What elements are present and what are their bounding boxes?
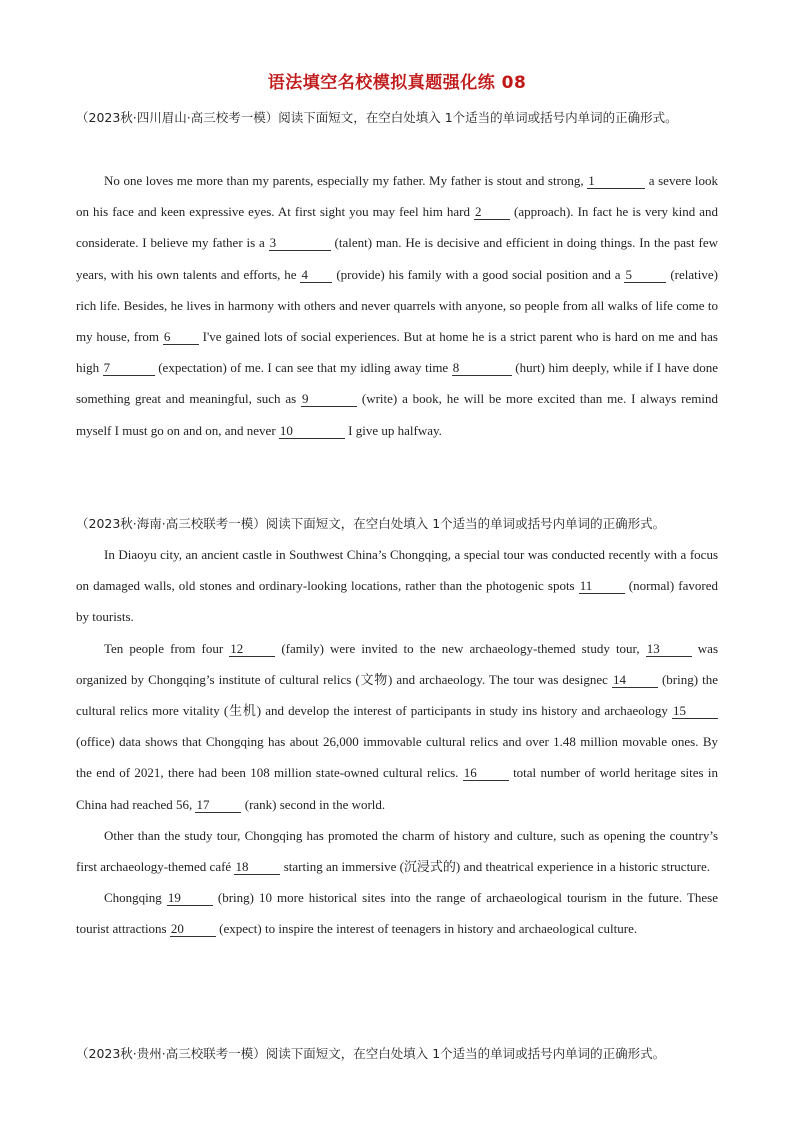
- section1-paragraph: [76, 165, 718, 446]
- blank-15[interactable]: 15: [672, 703, 718, 719]
- passage-text: In Diaoyu city, an ancient castle in Southwest China’s Chongqing, a special tour was conducted recently with a focus on damaged walls, old stones and ordinary-looking locations, rather than the photogenic spots: [76, 547, 718, 594]
- passage-text: I give up halfway.: [344, 422, 442, 438]
- passage-text: a severe look on his face and keen expressive eyes. At first sight you may feel him hard: [76, 173, 718, 220]
- passage-text: (bring) the cultural relics more vitality (生机) and develop the interest of participants in study ins history and archaeology: [76, 671, 718, 719]
- blank-2[interactable]: 2: [474, 204, 510, 220]
- passage-text: (provide) his family with a good social position and a: [332, 266, 625, 282]
- passage-text: (expectation) of me. I can see that my idling away time: [154, 360, 452, 376]
- blank-19[interactable]: 19: [167, 890, 213, 906]
- passage-text: (normal) favored by tourists.: [76, 578, 718, 625]
- passage-text: starting an immersive (沉浸式的) and theatrical experience in a historic structure.: [280, 859, 711, 875]
- blank-17[interactable]: 17: [195, 797, 241, 813]
- section2-paragraph-1: [76, 539, 718, 633]
- blank-13[interactable]: 13: [646, 641, 692, 657]
- blank-16[interactable]: 16: [463, 765, 509, 781]
- passage-text: No one loves me more than my parents, especially my father. My father is stout and strong,: [104, 173, 588, 188]
- blank-3[interactable]: 3: [269, 235, 331, 251]
- page-title: 语法填空名校模拟真题强化练 08: [267, 73, 527, 93]
- passage-text: Other than the study tour, Chongqing has promoted the charm of history and culture, such as opening the country’s first archaeology-themed café: [76, 827, 718, 875]
- section3-header: （2023秋·贵州·高三校联考一模）阅读下面短文，在空白处填入 1个适当的单词或括号内单词的正确形式。: [76, 1046, 666, 1061]
- section1-passage: [76, 165, 718, 446]
- blank-1[interactable]: 1: [587, 173, 645, 189]
- passage-text: (bring) 10 more historical sites into the range of archaeological tourism in the future. These tourist attractions: [76, 890, 718, 937]
- section2-passage: [76, 539, 718, 945]
- passage-text: (expect) to inspire the interest of teenagers in history and archaeological culture.: [215, 921, 638, 937]
- section2-paragraph-4: [76, 882, 718, 944]
- passage-text: I've gained lots of social experiences. But at home he is a strict parent who is hard on me and has high: [76, 329, 718, 376]
- blank-12[interactable]: 12: [229, 641, 275, 657]
- passage-text: (talent) man. He is decisive and efficient in doing things. In the past few years, with his own talents and efforts, he: [76, 235, 718, 282]
- blank-5[interactable]: 5: [624, 267, 666, 283]
- blank-6[interactable]: 6: [163, 329, 199, 345]
- blank-8[interactable]: 8: [452, 360, 512, 376]
- blank-20[interactable]: 20: [170, 921, 216, 937]
- section2-header: （2023秋·海南·高三校联考一模）阅读下面短文，在空白处填入 1个适当的单词或括号内单词的正确形式。: [76, 516, 666, 531]
- passage-text: was organized by Chongqing’s institute of cultural relics (文物) and archaeology. The tour was designec: [76, 640, 719, 687]
- passage-text: (relative) rich life. Besides, he lives in harmony with others and never quarrels with anyone, so people from all walks of life come to my house, from: [76, 266, 718, 345]
- section2-paragraph-3: [76, 820, 718, 882]
- passage-text: (office) data shows that Chongqing has about 26,000 immovable cultural relics and over 1.48 million movable ones. By the end of 2021, there had been 108 million state-owned cultural relics.: [76, 734, 718, 781]
- blank-18[interactable]: 18: [234, 859, 280, 875]
- section1-header: （2023秋·四川眉山·高三校考一模）阅读下面短文，在空白处填入 1个适当的单词或括号内单词的正确形式。: [76, 110, 678, 125]
- blank-10[interactable]: 10: [279, 423, 345, 439]
- passage-text: (approach). In fact he is very kind and considerate. I believe my father is a: [76, 204, 719, 251]
- blank-4[interactable]: 4: [300, 267, 332, 283]
- passage-text: (family) were invited to the new archaeology-themed study tour,: [275, 640, 646, 656]
- passage-text: (rank) second in the world.: [241, 796, 386, 812]
- blank-14[interactable]: 14: [612, 672, 658, 688]
- blank-9[interactable]: 9: [301, 391, 357, 407]
- passage-text: (write) a book, he will be more excited than me. I always remind myself I must go on and on, and never: [76, 391, 719, 438]
- passage-text: Chongqing: [104, 890, 167, 906]
- passage-text: Ten people from four: [104, 640, 230, 656]
- section2-paragraph-2: [76, 633, 718, 820]
- passage-text: (hurt) him deeply, while if I have done something great and meaningful, such as: [76, 360, 718, 407]
- blank-7[interactable]: 7: [103, 360, 155, 376]
- blank-11[interactable]: 11: [579, 578, 625, 594]
- passage-text: total number of world heritage sites in China had reached 56,: [76, 765, 718, 812]
